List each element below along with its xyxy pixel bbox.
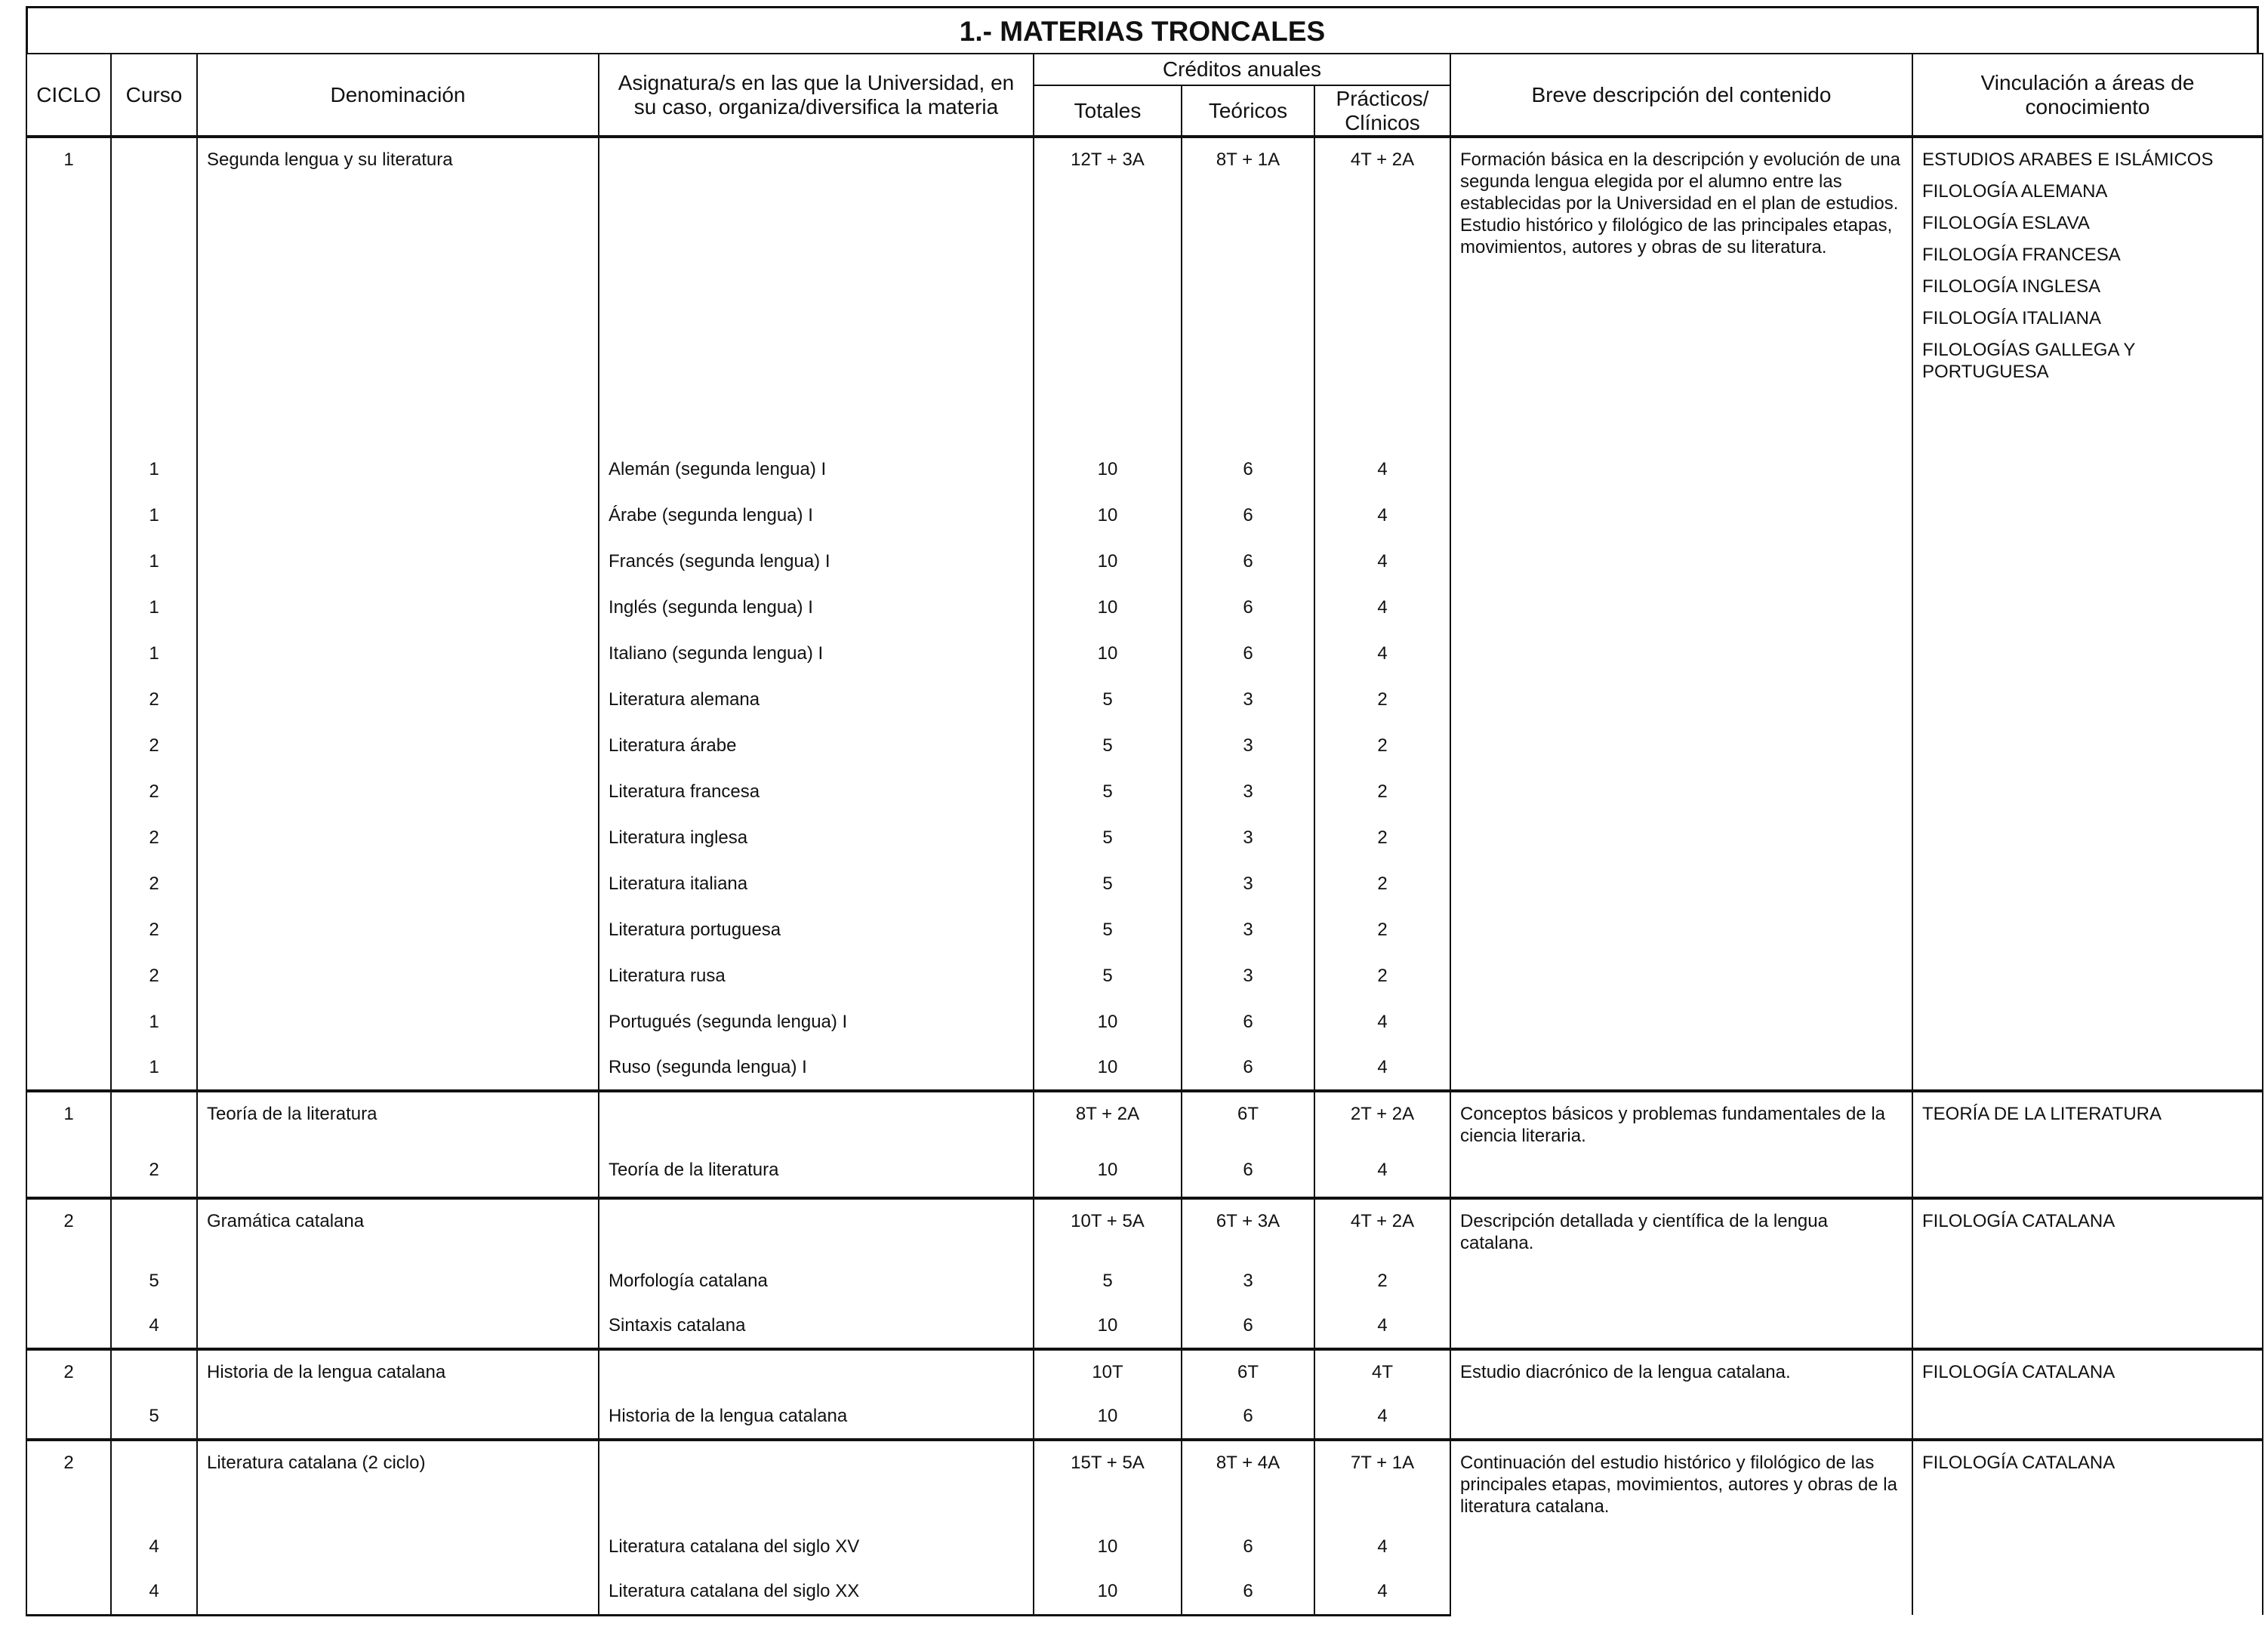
practicos-cell: 2 (1314, 769, 1450, 815)
denominacion-cell (197, 815, 599, 861)
descripcion-cell: Estudio diacrónico de la lengua catalana. (1450, 1349, 1912, 1440)
totales-cell: 5 (1034, 861, 1182, 907)
materia-group (26, 1349, 2263, 1440)
area-item: FILOLOGÍA CATALANA (1922, 1211, 2115, 1231)
totales-cell: 15T + 5A (1034, 1440, 1182, 1524)
teoricos-cell: 6 (1182, 492, 1314, 538)
curso-cell (111, 1198, 197, 1259)
denominacion-cell (197, 1144, 599, 1198)
practicos-cell: 2 (1314, 1259, 1450, 1304)
denominacion-cell (197, 1304, 599, 1349)
ciclo-cell: 1 (26, 1091, 111, 1144)
header-curso: Curso (111, 54, 197, 137)
ciclo-cell (26, 1045, 111, 1091)
practicos-cell: 2 (1314, 907, 1450, 953)
denominacion-cell: Segunda lengua y su literatura (197, 137, 599, 446)
vinculacion-cell (1912, 1440, 2263, 1615)
materias-table (26, 53, 2263, 1616)
area-item: FILOLOGÍA CATALANA (1922, 1362, 2115, 1382)
denominacion-cell: Teoría de la literatura (197, 1091, 599, 1144)
curso-cell: 1 (111, 999, 197, 1045)
practicos-cell: 4T (1314, 1349, 1450, 1394)
asignatura-cell (599, 1198, 1034, 1259)
totales-cell: 8T + 2A (1034, 1091, 1182, 1144)
ciclo-cell (26, 907, 111, 953)
curso-cell: 2 (111, 861, 197, 907)
materia-group (26, 1091, 2263, 1198)
curso-cell: 1 (111, 630, 197, 676)
ciclo-cell (26, 999, 111, 1045)
asignatura-cell: Historia de la lengua catalana (599, 1394, 1034, 1440)
teoricos-cell: 8T + 4A (1182, 1440, 1314, 1524)
curso-cell: 4 (111, 1524, 197, 1570)
header-practicos: Prácticos/ Clínicos (1314, 85, 1450, 137)
asignatura-cell: Morfología catalana (599, 1259, 1034, 1304)
denominacion-cell (197, 1259, 599, 1304)
practicos-cell: 2 (1314, 953, 1450, 999)
ciclo-cell (26, 723, 111, 769)
ciclo-cell (26, 769, 111, 815)
ciclo-cell (26, 584, 111, 630)
curso-cell: 2 (111, 676, 197, 723)
practicos-cell: 4T + 2A (1314, 137, 1450, 446)
teoricos-cell: 3 (1182, 1259, 1314, 1304)
teoricos-cell: 3 (1182, 769, 1314, 815)
totales-cell: 10 (1034, 492, 1182, 538)
asignatura-cell: Italiano (segunda lengua) I (599, 630, 1034, 676)
asignatura-cell: Literatura italiana (599, 861, 1034, 907)
ciclo-cell: 1 (26, 137, 111, 446)
denominacion-cell (197, 861, 599, 907)
teoricos-cell: 6 (1182, 1394, 1314, 1440)
denominacion-cell: Literatura catalana (2 ciclo) (197, 1440, 599, 1524)
teoricos-cell: 3 (1182, 815, 1314, 861)
ciclo-cell: 2 (26, 1440, 111, 1524)
denominacion-cell (197, 676, 599, 723)
curso-cell (111, 1349, 197, 1394)
denominacion-cell (197, 1045, 599, 1091)
teoricos-cell: 6 (1182, 446, 1314, 492)
ciclo-cell (26, 861, 111, 907)
ciclo-cell (26, 815, 111, 861)
materia-group (26, 1440, 2263, 1615)
denominacion-cell (197, 907, 599, 953)
teoricos-cell: 6 (1182, 538, 1314, 584)
curso-cell: 1 (111, 446, 197, 492)
curso-cell (111, 1440, 197, 1524)
teoricos-cell: 3 (1182, 723, 1314, 769)
area-item: FILOLOGÍA FRANCESA (1922, 245, 2121, 265)
asignatura-cell: Literatura árabe (599, 723, 1034, 769)
descripcion-cell: Conceptos básicos y problemas fundamentales de la ciencia literaria. (1450, 1091, 1912, 1198)
totales-cell: 10 (1034, 1570, 1182, 1615)
descripcion-cell: Formación básica en la descripción y evolución de una segunda lengua elegida por el alumno entre las establecidas por la Universidad en el plan de estudios. Estudio histórico y filológico de las principales etapas, movimientos, autores y obras de su literatura. (1450, 137, 1912, 1091)
header-denominacion: Denominación (197, 54, 599, 137)
asignatura-cell: Literatura inglesa (599, 815, 1034, 861)
totales-cell: 5 (1034, 815, 1182, 861)
vinculacion-cell (1912, 1091, 2263, 1198)
curso-cell: 2 (111, 769, 197, 815)
practicos-cell: 7T + 1A (1314, 1440, 1450, 1524)
denominacion-cell (197, 1524, 599, 1570)
materia-row (26, 1349, 2263, 1394)
practicos-cell: 4 (1314, 1524, 1450, 1570)
area-item: FILOLOGÍA ESLAVA (1922, 213, 2090, 233)
teoricos-cell: 3 (1182, 861, 1314, 907)
teoricos-cell: 6T (1182, 1349, 1314, 1394)
ciclo-cell (26, 1394, 111, 1440)
asignatura-cell: Árabe (segunda lengua) I (599, 492, 1034, 538)
practicos-cell: 4 (1314, 446, 1450, 492)
totales-cell: 5 (1034, 723, 1182, 769)
curso-cell (111, 137, 197, 446)
denominacion-cell: Gramática catalana (197, 1198, 599, 1259)
materia-row (26, 1091, 2263, 1144)
teoricos-cell: 3 (1182, 907, 1314, 953)
header-creditos-anuales: Créditos anuales (1034, 54, 1450, 85)
ciclo-cell (26, 1259, 111, 1304)
teoricos-cell: 6 (1182, 1570, 1314, 1615)
asignatura-cell: Francés (segunda lengua) I (599, 538, 1034, 584)
practicos-cell: 4 (1314, 1144, 1450, 1198)
curso-cell: 2 (111, 815, 197, 861)
ciclo-cell: 2 (26, 1198, 111, 1259)
asignatura-cell: Inglés (segunda lengua) I (599, 584, 1034, 630)
area-item: ESTUDIOS ARABES E ISLÁMICOS (1922, 149, 2214, 170)
denominacion-cell (197, 953, 599, 999)
totales-cell: 5 (1034, 769, 1182, 815)
header-ciclo: CICLO (26, 54, 111, 137)
teoricos-cell: 8T + 1A (1182, 137, 1314, 446)
document-page (26, 6, 2262, 1619)
practicos-cell: 4 (1314, 1394, 1450, 1440)
practicos-cell: 4 (1314, 538, 1450, 584)
materia-row (26, 137, 2263, 446)
ciclo-cell (26, 953, 111, 999)
totales-cell: 10 (1034, 630, 1182, 676)
ciclo-cell (26, 492, 111, 538)
header-vinculacion: Vinculación a áreas de conocimiento (1912, 54, 2263, 137)
asignatura-cell: Literatura portuguesa (599, 907, 1034, 953)
header-asignaturas: Asignatura/s en las que la Universidad, en su caso, organiza/diversifica la materia (599, 54, 1034, 137)
denominacion-cell (197, 1394, 599, 1440)
teoricos-cell: 6 (1182, 1524, 1314, 1570)
practicos-cell: 2 (1314, 861, 1450, 907)
asignatura-cell (599, 1091, 1034, 1144)
teoricos-cell: 6T + 3A (1182, 1198, 1314, 1259)
denominacion-cell (197, 1570, 599, 1615)
asignatura-cell (599, 1349, 1034, 1394)
teoricos-cell: 6 (1182, 630, 1314, 676)
totales-cell: 10T (1034, 1349, 1182, 1394)
totales-cell: 10 (1034, 446, 1182, 492)
ciclo-cell (26, 1524, 111, 1570)
denominacion-cell (197, 584, 599, 630)
totales-cell: 10 (1034, 1045, 1182, 1091)
ciclo-cell (26, 446, 111, 492)
curso-cell: 1 (111, 584, 197, 630)
teoricos-cell: 6 (1182, 999, 1314, 1045)
practicos-cell: 4 (1314, 1304, 1450, 1349)
asignatura-cell: Literatura alemana (599, 676, 1034, 723)
teoricos-cell: 6 (1182, 1045, 1314, 1091)
asignatura-cell: Sintaxis catalana (599, 1304, 1034, 1349)
teoricos-cell: 6 (1182, 1144, 1314, 1198)
totales-cell: 5 (1034, 953, 1182, 999)
header-teoricos: Teóricos (1182, 85, 1314, 137)
area-item: FILOLOGÍA ALEMANA (1922, 181, 2108, 202)
totales-cell: 10 (1034, 1394, 1182, 1440)
teoricos-cell: 3 (1182, 953, 1314, 999)
denominacion-cell (197, 769, 599, 815)
practicos-cell: 2T + 2A (1314, 1091, 1450, 1144)
denominacion-cell (197, 492, 599, 538)
materia-group (26, 1198, 2263, 1349)
area-item: FILOLOGÍAS GALLEGA Y PORTUGUESA (1922, 340, 2135, 382)
asignatura-cell: Literatura rusa (599, 953, 1034, 999)
curso-cell: 2 (111, 723, 197, 769)
curso-cell: 2 (111, 953, 197, 999)
totales-cell: 12T + 3A (1034, 137, 1182, 446)
curso-cell: 2 (111, 907, 197, 953)
table-title: 1.- MATERIAS TRONCALES (26, 6, 2259, 53)
practicos-cell: 2 (1314, 676, 1450, 723)
area-item: FILOLOGÍA CATALANA (1922, 1453, 2115, 1473)
asignatura-cell: Literatura catalana del siglo XV (599, 1524, 1034, 1570)
ciclo-cell (26, 1304, 111, 1349)
materia-row (26, 1440, 2263, 1524)
ciclo-cell (26, 1144, 111, 1198)
asignatura-cell: Literatura catalana del siglo XX (599, 1570, 1034, 1615)
denominacion-cell (197, 446, 599, 492)
practicos-cell: 4 (1314, 999, 1450, 1045)
area-item: FILOLOGÍA ITALIANA (1922, 308, 2101, 328)
totales-cell: 10 (1034, 1304, 1182, 1349)
totales-cell: 10 (1034, 1144, 1182, 1198)
teoricos-cell: 6T (1182, 1091, 1314, 1144)
curso-cell: 4 (111, 1304, 197, 1349)
materia-row (26, 1198, 2263, 1259)
vinculacion-cell (1912, 137, 2263, 1091)
totales-cell: 10 (1034, 999, 1182, 1045)
totales-cell: 5 (1034, 907, 1182, 953)
practicos-cell: 4 (1314, 1045, 1450, 1091)
practicos-cell: 4 (1314, 1570, 1450, 1615)
asignatura-cell: Alemán (segunda lengua) I (599, 446, 1034, 492)
asignatura-cell (599, 1440, 1034, 1524)
curso-cell: 5 (111, 1394, 197, 1440)
area-item: TEORÍA DE LA LITERATURA (1922, 1104, 2162, 1124)
descripcion-cell: Continuación del estudio histórico y filológico de las principales etapas, movimientos, autores y obras de la literatura catalana. (1450, 1440, 1912, 1615)
denominacion-cell (197, 630, 599, 676)
practicos-cell: 2 (1314, 723, 1450, 769)
descripcion-cell: Descripción detallada y científica de la lengua catalana. (1450, 1198, 1912, 1349)
totales-cell: 10 (1034, 584, 1182, 630)
ciclo-cell: 2 (26, 1349, 111, 1394)
curso-cell: 1 (111, 492, 197, 538)
teoricos-cell: 3 (1182, 676, 1314, 723)
materia-group (26, 137, 2263, 1091)
header-descripcion: Breve descripción del contenido (1450, 54, 1912, 137)
practicos-cell: 4 (1314, 584, 1450, 630)
ciclo-cell (26, 1570, 111, 1615)
totales-cell: 5 (1034, 1259, 1182, 1304)
ciclo-cell (26, 538, 111, 584)
curso-cell (111, 1091, 197, 1144)
vinculacion-cell (1912, 1349, 2263, 1440)
curso-cell: 1 (111, 538, 197, 584)
totales-cell: 10 (1034, 1524, 1182, 1570)
practicos-cell: 4 (1314, 630, 1450, 676)
asignatura-cell: Ruso (segunda lengua) I (599, 1045, 1034, 1091)
practicos-cell: 4T + 2A (1314, 1198, 1450, 1259)
curso-cell: 2 (111, 1144, 197, 1198)
denominacion-cell (197, 538, 599, 584)
ciclo-cell (26, 676, 111, 723)
curso-cell: 4 (111, 1570, 197, 1615)
header-totales: Totales (1034, 85, 1182, 137)
area-item: FILOLOGÍA INGLESA (1922, 276, 2101, 297)
vinculacion-cell (1912, 1198, 2263, 1349)
asignatura-cell: Teoría de la literatura (599, 1144, 1034, 1198)
teoricos-cell: 6 (1182, 584, 1314, 630)
totales-cell: 10 (1034, 538, 1182, 584)
practicos-cell: 4 (1314, 492, 1450, 538)
practicos-cell: 2 (1314, 815, 1450, 861)
denominacion-cell (197, 723, 599, 769)
curso-cell: 5 (111, 1259, 197, 1304)
asignatura-cell (599, 137, 1034, 446)
denominacion-cell (197, 999, 599, 1045)
asignatura-cell: Literatura francesa (599, 769, 1034, 815)
totales-cell: 10T + 5A (1034, 1198, 1182, 1259)
totales-cell: 5 (1034, 676, 1182, 723)
table-header (26, 54, 2263, 137)
denominacion-cell: Historia de la lengua catalana (197, 1349, 599, 1394)
asignatura-cell: Portugués (segunda lengua) I (599, 999, 1034, 1045)
ciclo-cell (26, 630, 111, 676)
curso-cell: 1 (111, 1045, 197, 1091)
teoricos-cell: 6 (1182, 1304, 1314, 1349)
